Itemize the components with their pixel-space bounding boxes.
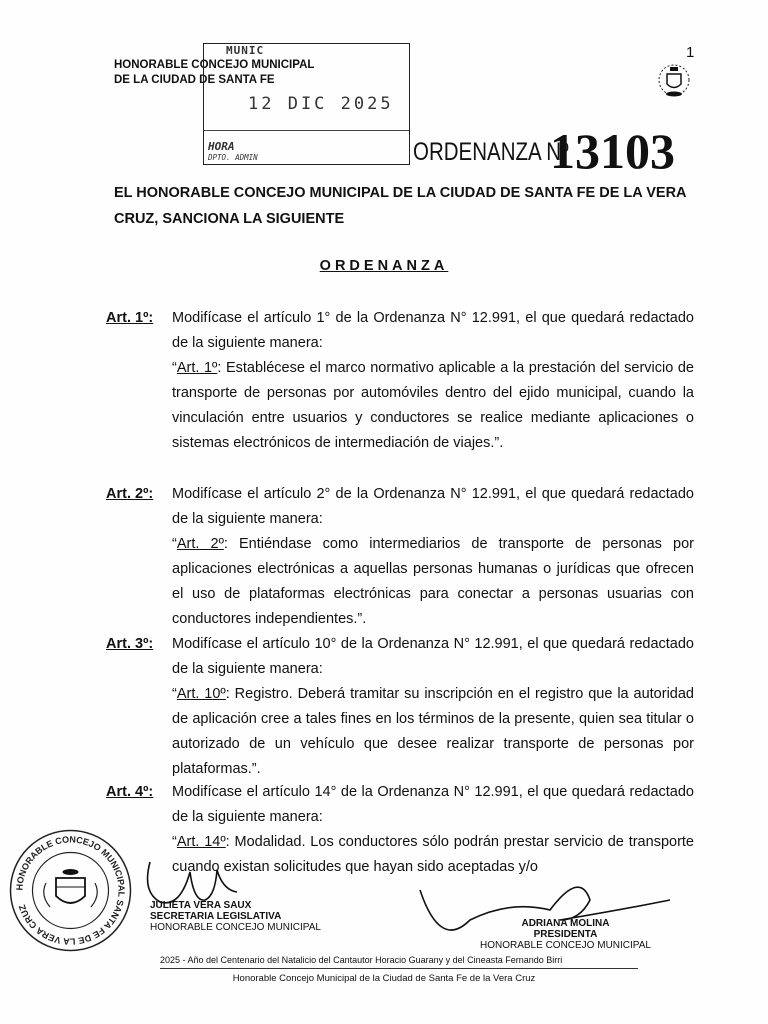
header-org-line1: HONORABLE CONCEJO MUNICIPAL — [114, 59, 315, 71]
seal-text: HONORABLE CONCEJO MUNICIPAL SANTA FE DE LA VERA CRUZ — [14, 834, 127, 947]
document-heading: ORDENANZA — [319, 258, 449, 274]
signature-right-name: ADRIANA MOLINA — [521, 918, 610, 929]
stamp-dpto-label: DPTO. ADMIN — [208, 153, 258, 162]
quote-label: Art. 14º — [176, 834, 226, 850]
article-quote: “Art. 10º: Registro. Deberá tramitar su inscripción en el registro que la autoridad de aplicación cree a tales fines en los términos de la presente, quien sea titular o autorizado de un vehículo que desee realizar transporte de personas por plataformas.”. — [172, 686, 694, 777]
stamp-title: MUNIC — [226, 44, 265, 57]
signature-left-org: HONORABLE CONCEJO MUNICIPAL — [150, 922, 321, 933]
footer-divider — [160, 968, 638, 969]
stamp-hora-label: HORA — [208, 140, 235, 153]
footer-organization: Honorable Concejo Municipal de la Ciudad de Santa Fe de la Vera Cruz — [232, 973, 536, 984]
svg-text:HONORABLE CONCEJO MUNICIPAL SA — [14, 834, 126, 946]
article-quote: “Art. 1º: Establécese el marco normativo aplicable a la prestación del servicio de transporte de personas por automóviles dentro del ejido municipal, cuando la vinculación entre usuarios y conductores se realice mediante aplicaciones o sistemas electrónicos de intermediación de viajes.”. — [172, 360, 694, 451]
signature-right — [480, 918, 651, 951]
council-seal-icon — [8, 828, 133, 953]
stamp-date: 12 DIC 2025 — [248, 94, 394, 114]
quote-label: Art. 2º — [176, 536, 224, 552]
article-text: Modifícase el artículo 14° de la Ordenanza N° 12.991, el que quedará redactado de la siguiente manera: — [172, 784, 694, 825]
ordinance-label: ORDENANZA Nº — [413, 138, 569, 166]
intro-text: EL HONORABLE CONCEJO MUNICIPAL DE LA CIUDAD DE SANTA FE DE LA VERA CRUZ, SANCIONA LA SIGUIENTE — [114, 185, 686, 227]
signature-right-org: HONORABLE CONCEJO MUNICIPAL — [480, 940, 651, 951]
municipal-seal-icon — [656, 58, 692, 100]
article-quote: “Art. 2º: Entiéndase como intermediarios de transporte de personas por aplicaciones electrónicas a aquellas personas humanas o jurídicas que ofrecen el uso de plataformas electrónicas para conectar a personas usuarias con conductores independientes.”. — [172, 536, 694, 627]
quote-label: Art. 1º — [176, 360, 218, 376]
signature-left — [150, 900, 321, 933]
article-text: Modifícase el artículo 1° de la Ordenanza N° 12.991, el que quedará redactado de la siguiente manera: — [172, 310, 694, 351]
article-label: Art. 2º: — [106, 486, 154, 502]
article-label: Art. 4º: — [106, 784, 154, 800]
signature-right-role: PRESIDENTA — [533, 929, 598, 940]
reception-stamp — [203, 43, 410, 165]
header-org-line2: DE LA CIUDAD DE SANTA FE — [114, 74, 275, 86]
article-text: Modifícase el artículo 2° de la Ordenanza N° 12.991, el que quedará redactado de la siguiente manera: — [172, 486, 694, 527]
article-label: Art. 3º: — [106, 636, 154, 652]
article-text: Modifícase el artículo 10° de la Ordenanza N° 12.991, el que quedará redactado de la siguiente manera: — [172, 636, 694, 677]
quote-label: Art. 10º — [176, 686, 226, 702]
stamp-divider — [204, 130, 409, 131]
footer-year-motto: 2025 - Año del Centenario del Natalicio del Cantautor Horacio Guarany y del Cineasta Fernando Birri — [160, 955, 563, 965]
signature-left-name: JULIETA VERA SAUX — [150, 900, 252, 911]
ordinance-number: 13103 — [550, 123, 675, 179]
article-label: Art. 1º: — [106, 310, 154, 326]
article-quote: “Art. 14º: Modalidad. Los conductores sólo podrán prestar servicio de transporte cuando existan solicitudes que hayan sido aceptadas y/o — [172, 834, 694, 875]
page-number: 1 — [686, 44, 695, 61]
signature-left-role: SECRETARIA LEGISLATIVA — [150, 911, 282, 922]
